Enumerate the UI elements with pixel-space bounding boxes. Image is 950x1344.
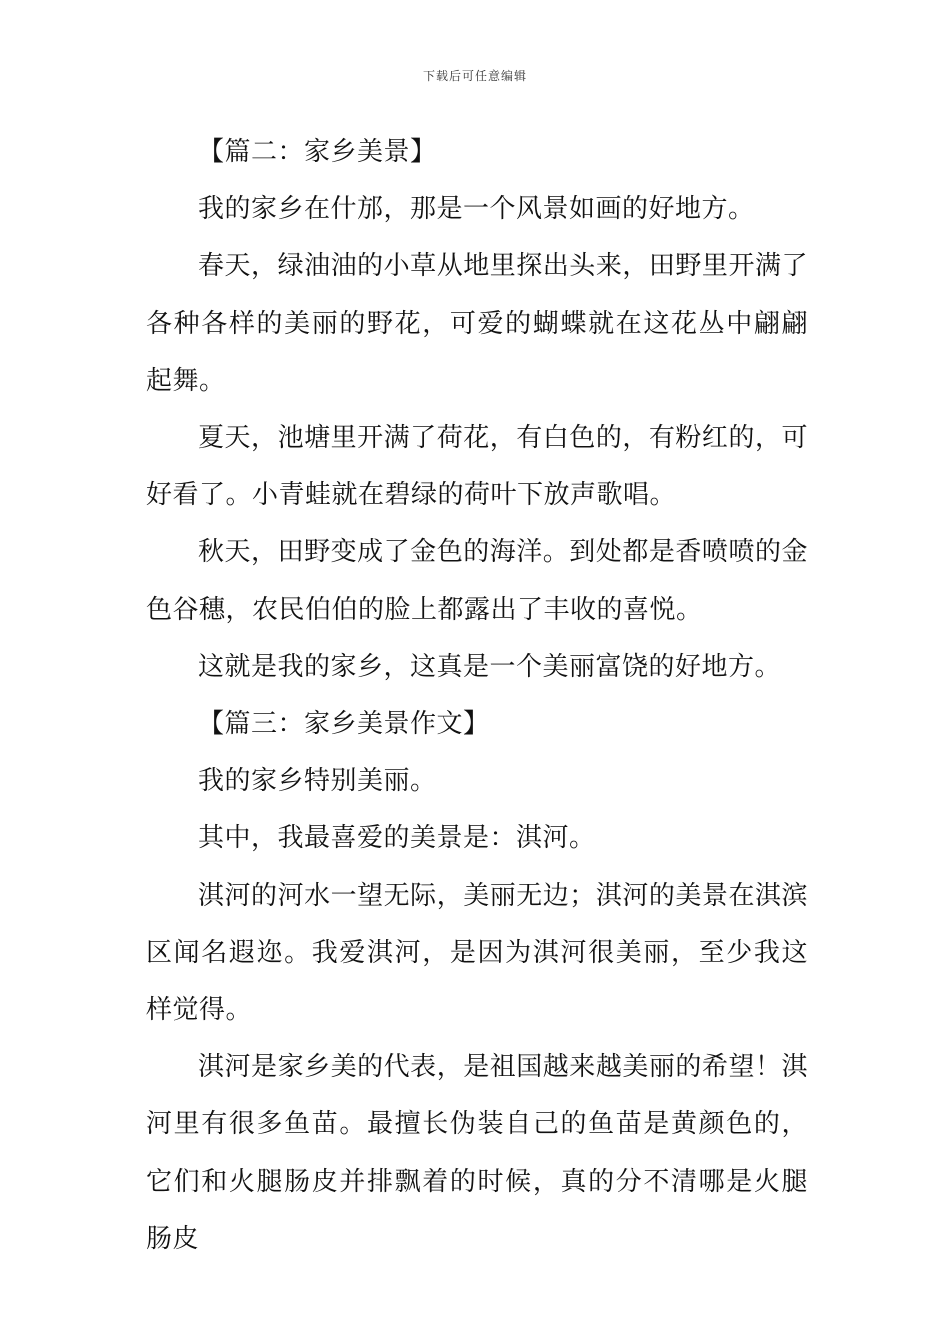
paragraph: 夏天，池塘里开满了荷花，有白色的，有粉红的，可好看了。小青蛙就在碧绿的荷叶下放声歌唱。 [146, 423, 808, 511]
paragraph: 我的家乡特别美丽。 [198, 766, 437, 797]
section-heading-2: 【篇二：家乡美景】 [198, 137, 437, 167]
header-note: 下载后可任意编辑 [422, 69, 527, 83]
paragraph: 春天，绿油油的小草从地里探出头来，田野里开满了各种各样的美丽的野花，可爱的蝴蝶就在这花丛中翩翩起舞。 [146, 251, 808, 396]
paragraph: 淇河是家乡美的代表，是祖国越来越美丽的希望！淇河里有很多鱼苗。最擅长伪装自己的鱼苗是黄颜色的，它们和火腿肠皮并排飘着的时候，真的分不清哪是火腿肠皮 [146, 1052, 808, 1254]
paragraph: 我的家乡在什邡，那是一个风景如画的好地方。 [198, 194, 755, 225]
paragraph: 其中，我最喜爱的美景是：淇河。 [198, 823, 596, 854]
section-heading-3: 【篇三：家乡美景作文】 [198, 709, 490, 740]
paragraph: 秋天，田野变成了金色的海洋。到处都是香喷喷的金色谷穗，农民伯伯的脸上都露出了丰收的喜悦。 [146, 537, 808, 625]
document-body [146, 124, 808, 1268]
paragraph: 这就是我的家乡，这真是一个美丽富饶的好地方。 [198, 651, 782, 682]
paragraph: 淇河的河水一望无际，美丽无边；淇河的美景在淇滨区闻名遐迩。我爱淇河，是因为淇河很美丽，至少我这样觉得。 [146, 880, 808, 1026]
